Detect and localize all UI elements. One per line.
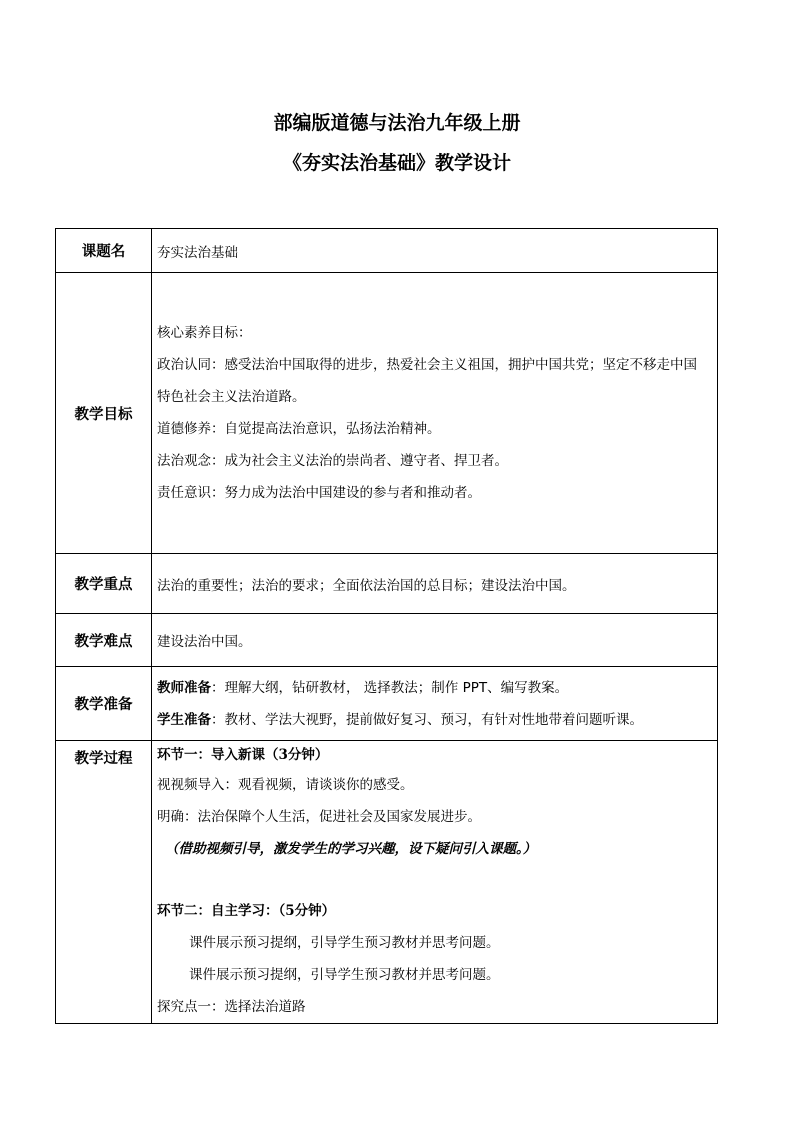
difficulties-label: 教学难点 [56, 614, 152, 667]
objectives-line: 道德修养：自觉提高法治意识，弘扬法治精神。 [157, 421, 441, 437]
teacher-preparation-label: 教师准备 [157, 679, 211, 696]
section2-title: 环节二：自主学习：（5分钟） [157, 903, 336, 919]
objectives-line: 责任意识：努力成为法治中国建设的参与者和推动者。 [157, 485, 481, 501]
section1-title: 环节一：导入新课（3分钟） [157, 747, 329, 763]
topic-value: 夯实法治基础 [152, 229, 718, 273]
row-key-points [56, 554, 718, 614]
process-label: 教学过程 [56, 741, 152, 1024]
teacher-preparation [157, 672, 713, 704]
blank-line [157, 865, 713, 895]
section1-line: 明确：法治保障个人生活，促进社会及国家发展进步。 [157, 809, 481, 825]
row-topic [56, 229, 718, 273]
preparation-label: 教学准备 [56, 667, 152, 741]
section2-line: 课件展示预习提纲，引导学生预习教材并思考问题。 [189, 935, 500, 951]
preparation-content [152, 667, 718, 741]
section1-line: 视视频导入：观看视频，请谈谈你的感受。 [157, 777, 414, 793]
section2-line: 课件展示预习提纲，引导学生预习教材并思考问题。 [189, 967, 500, 983]
objectives-line: 特色社会主义法治道路。 [157, 389, 306, 405]
row-preparation [56, 667, 718, 741]
student-preparation-text: ：教材、学法大视野，提前做好复习、预习，有针对性地带着问题听课。 [211, 711, 643, 728]
objectives-line: 核心素养目标： [157, 325, 252, 341]
row-difficulties [56, 614, 718, 667]
student-preparation [157, 704, 713, 736]
objectives-line: 政治认同：感受法治中国取得的进步，热爱社会主义祖国，拥护中国共党；坚定不移走中国 [157, 357, 697, 373]
objectives-label: 教学目标 [56, 273, 152, 554]
objectives-line: 法治观念：成为社会主义法治的崇尚者、遵守者、捍卫者。 [157, 453, 508, 469]
student-preparation-label: 学生准备 [157, 711, 211, 728]
section1-note: （借助视频引导，激发学生的学习兴趣，设下疑问引入课题。） [165, 841, 537, 857]
key-points-value: 法治的重要性；法治的要求；全面依法治国的总目标；建设法治中国。 [152, 554, 718, 614]
teacher-preparation-text: ：理解大纲，钻研教材， 选择教法；制作 PPT、编写教案。 [211, 679, 569, 696]
difficulties-value: 建设法治中国。 [152, 614, 718, 667]
row-objectives [56, 273, 718, 554]
objectives-content [152, 273, 718, 554]
lesson-plan-table [55, 228, 718, 1024]
topic-label: 课题名 [56, 229, 152, 273]
key-points-label: 教学重点 [56, 554, 152, 614]
document-title: 部编版道德与法治九年级上册 [273, 112, 521, 134]
explore-point: 探究点一：选择法治道路 [157, 999, 306, 1015]
row-process [56, 741, 718, 1024]
document-subtitle: 《夯实法治基础》教学设计 [282, 152, 511, 174]
process-content [152, 741, 718, 1024]
